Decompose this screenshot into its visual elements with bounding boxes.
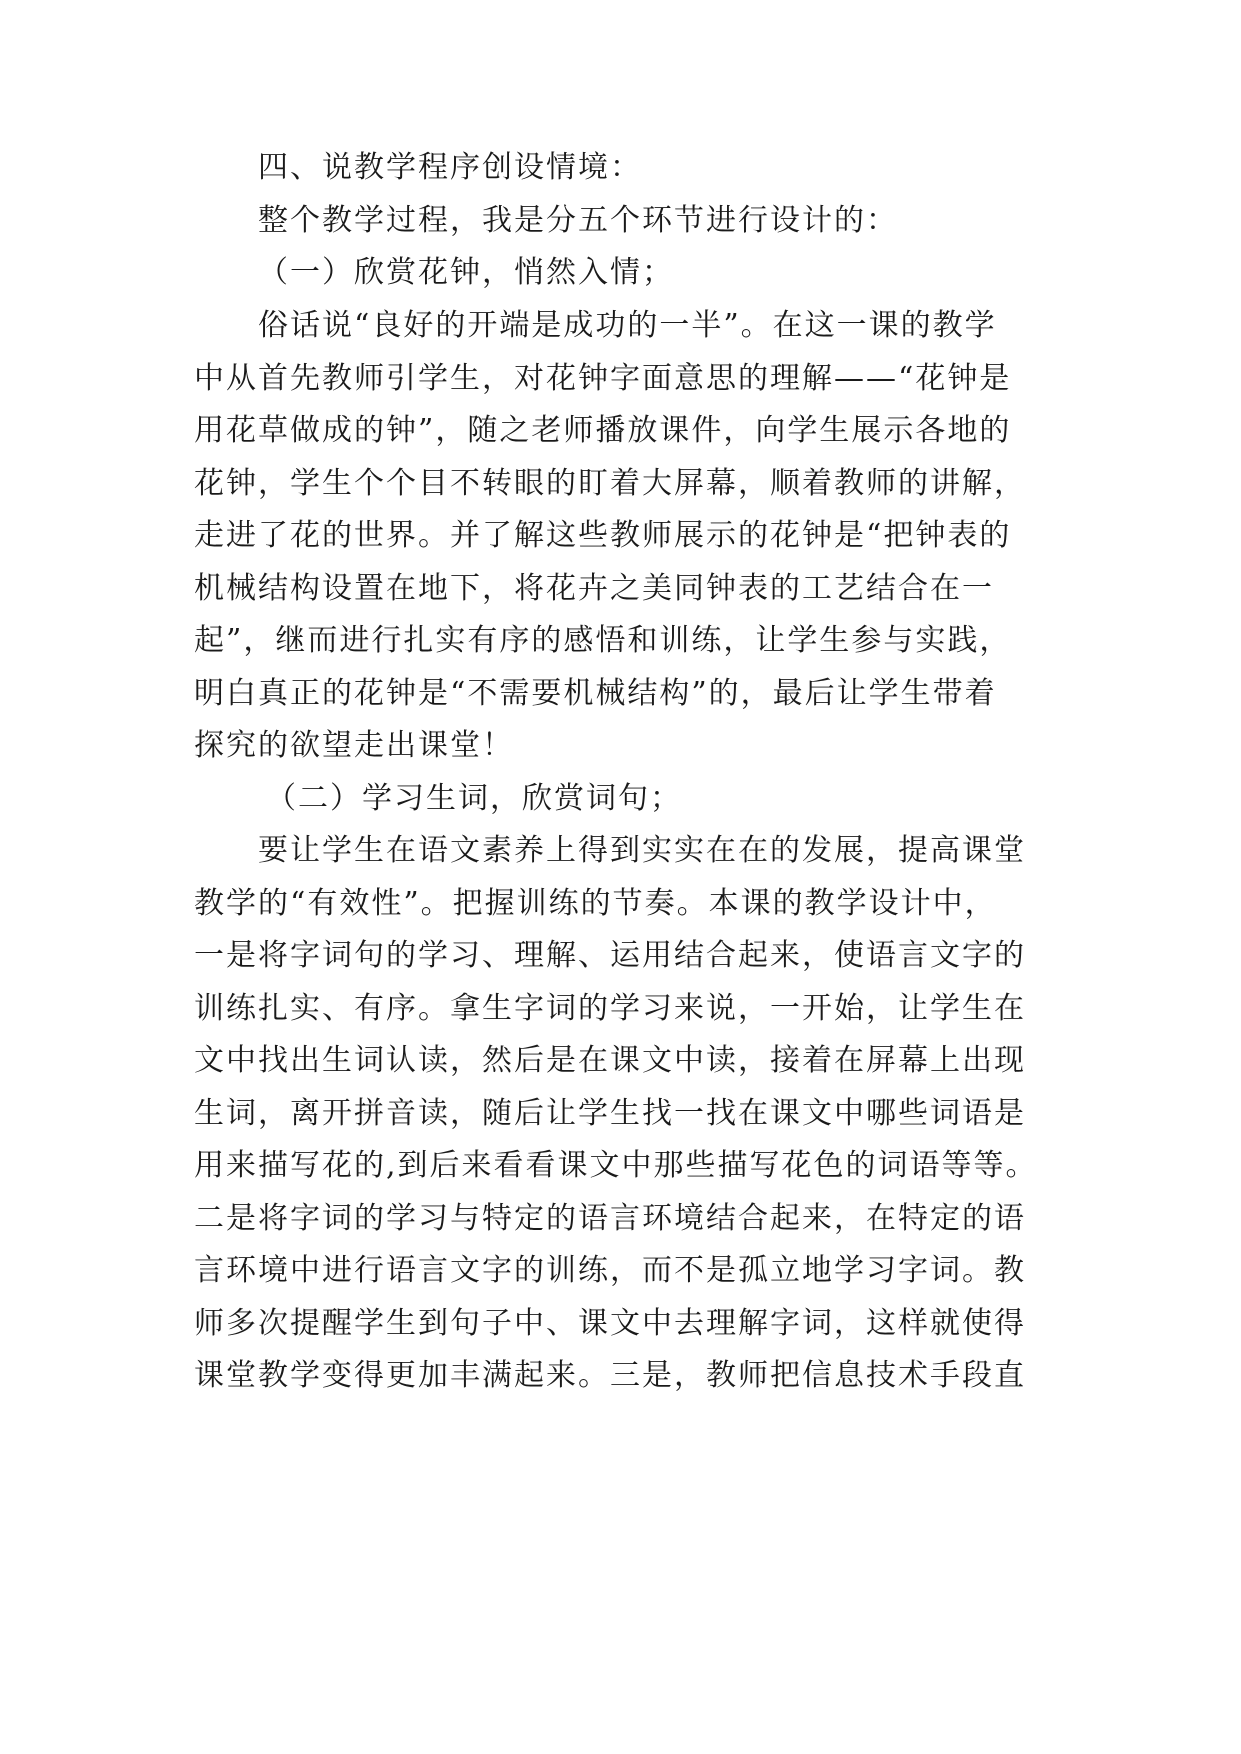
paragraph-line: 中从首先教师引学生，对花钟字面意思的理解——“花钟是: [194, 361, 1012, 396]
paragraph-line: 二是将字词的学习与特定的语言环境结合起来，在特定的语: [194, 1201, 1026, 1236]
paragraph-line: 训练扎实、有序。拿生字词的学习来说，一开始，让学生在: [194, 991, 1026, 1026]
subsection-heading: （二）学习生词，欣赏词句；: [266, 781, 682, 816]
paragraph-line: 师多次提醒学生到句子中、课文中去理解字词，这样就使得: [194, 1306, 1026, 1341]
paragraph-line: 探究的欲望走出课堂！: [194, 728, 514, 763]
paragraph-line: 一是将字词句的学习、理解、运用结合起来，使语言文字的: [194, 938, 1026, 973]
paragraph-line: 教学的“有效性”。把握训练的节奏。本课的教学设计中，: [194, 886, 997, 921]
paragraph-line: 花钟，学生个个目不转眼的盯着大屏幕，顺着教师的讲解，: [194, 466, 1026, 501]
paragraph-line: 生词，离开拼音读，随后让学生找一找在课文中哪些词语是: [194, 1096, 1026, 1131]
paragraph-line: 文中找出生词认读，然后是在课文中读，接着在屏幕上出现: [194, 1043, 1026, 1078]
paragraph-line: 用花草做成的钟”，随之老师播放课件，向学生展示各地的: [194, 413, 1012, 448]
paragraph-line: 要让学生在语文素养上得到实实在在的发展，提高课堂: [258, 833, 1026, 868]
section-heading: 四、说教学程序创设情境：: [258, 150, 642, 185]
paragraph-line: 明白真正的花钟是“不需要机械结构”的，最后让学生带着: [194, 676, 997, 711]
paragraph-line: 整个教学过程，我是分五个环节进行设计的：: [258, 203, 898, 238]
paragraph-line: 言环境中进行语言文字的训练，而不是孤立地学习字词。教: [194, 1253, 1026, 1288]
paragraph-line: 用来描写花的,到后来看看课文中那些描写花色的词语等等。: [194, 1148, 1038, 1183]
paragraph-line: 走进了花的世界。并了解这些教师展示的花钟是“把钟表的: [194, 518, 1012, 553]
paragraph-line: 机械结构设置在地下，将花卉之美同钟表的工艺结合在一: [194, 571, 994, 606]
subsection-heading: （一）欣赏花钟，悄然入情；: [258, 255, 674, 290]
paragraph-line: 俗话说“良好的开端是成功的一半”。在这一课的教学: [258, 308, 997, 343]
paragraph-line: 课堂教学变得更加丰满起来。三是，教师把信息技术手段直: [194, 1358, 1026, 1393]
paragraph-line: 起”，继而进行扎实有序的感悟和训练，让学生参与实践，: [194, 623, 1012, 658]
